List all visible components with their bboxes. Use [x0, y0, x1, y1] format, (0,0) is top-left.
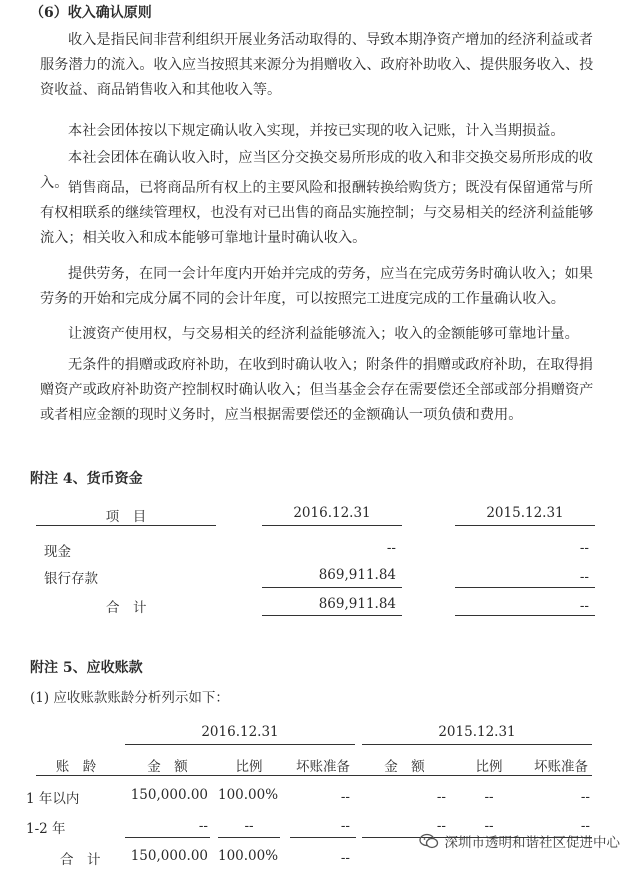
paragraph: 本社会团体在确认收入时，应当区分交换交易所形成的收入和非交换交易所形成的收入。: [40, 150, 593, 191]
col-header-item: 项 目: [105, 509, 147, 525]
paragraph: 提供劳务，在同一会计年度内开始并完成的劳务，应当在完成劳务时确认收入；如果劳务的开始和完成分属不同的会计年度，可以按照完工进度完成的工作量确认收入。: [40, 266, 593, 307]
table-cell: --: [436, 818, 446, 834]
paragraph: 本社会团体按以下规定确认收入实现，并按已实现的收入记账，计入当期损益。: [68, 123, 565, 139]
divider: [455, 525, 595, 526]
table-cell: --: [580, 789, 590, 805]
col-header-amount: 金 额: [147, 759, 188, 775]
col-header-amount: 金 额: [384, 759, 425, 775]
table-cell: 869,911.84: [318, 567, 396, 583]
note5-heading: 附注 5、应收账款: [30, 660, 143, 676]
divider: [262, 587, 402, 588]
table-cell: --: [386, 540, 396, 556]
divider: [36, 775, 592, 776]
divider: [262, 615, 402, 616]
group-header-2016: 2016.12.31: [201, 724, 279, 740]
table-cell: --: [484, 818, 494, 834]
table-cell: --: [198, 818, 208, 834]
table-cell: 869,911.84: [318, 596, 396, 612]
table-row-label: 合 计: [60, 852, 101, 868]
divider: [262, 525, 402, 526]
paragraph: 无条件的捐赠或政府补助，在收到时确认收入；附条件的捐赠或政府补助，在取得捐赠资产或政府补助资产控制权时确认收入；但当基金会存在需要偿还全部或部分捐赠资产或者相应金额的现时义务时，应当根据需要偿还的金额确认一项负债和费用。: [40, 357, 594, 423]
col-header-2015: 2015.12.31: [486, 505, 564, 521]
wechat-icon: [419, 833, 439, 849]
table-cell: --: [436, 789, 446, 805]
table-cell: 150,000.00: [130, 848, 208, 864]
table-cell: --: [340, 818, 350, 834]
table-cell: --: [340, 850, 350, 866]
table-cell: --: [579, 540, 589, 556]
divider: [125, 744, 355, 745]
note4-heading: 附注 4、货币资金: [30, 471, 143, 487]
divider: [362, 744, 592, 745]
table-row-label: 银行存款: [44, 571, 98, 587]
table-cell: --: [484, 789, 494, 805]
table-cell: --: [340, 789, 350, 805]
col-header-2016: 2016.12.31: [293, 505, 371, 521]
divider: [455, 587, 595, 588]
table-row-label: 1 年以内: [26, 791, 80, 807]
table-cell: --: [580, 818, 590, 834]
col-header-ratio: 比例: [475, 759, 503, 775]
table-row-label: 1-2 年: [26, 821, 66, 837]
table-cell: --: [244, 818, 254, 834]
note5-subheading: (1) 应收账款账龄分析列示如下：: [30, 690, 229, 706]
table-cell: --: [579, 598, 589, 614]
divider: [36, 525, 216, 526]
divider: [125, 837, 210, 838]
paragraph: 让渡资产使用权，与交易相关的经济利益能够流入；收入的金额能够可靠地计量。: [68, 326, 579, 342]
table-cell: --: [579, 569, 589, 585]
table-row-label: 合 计: [106, 600, 147, 616]
divider: [218, 837, 280, 838]
watermark: [419, 831, 621, 851]
paragraph: 销售商品，已将商品所有权上的主要风险和报酬转换给购货方；既没有保留通常与所有权相联系的继续管理权，也没有对已出售的商品实施控制；与交易相关的经济利益能够流入；相关收入和成本能够可靠地计量时确认收入。: [40, 180, 594, 246]
col-header-bad-debt: 坏账准备: [534, 759, 588, 775]
col-header-ratio: 比例: [235, 759, 263, 775]
divider: [290, 837, 356, 838]
table-row-label: 现金: [44, 544, 71, 560]
col-header-bad-debt: 坏账准备: [296, 759, 350, 775]
col-header-age: 账 龄: [55, 759, 97, 775]
table-cell: 100.00%: [218, 787, 279, 803]
paragraph: 收入是指民间非营利组织开展业务活动取得的、导致本期净资产增加的经济利益或者服务潜力的流入。收入应当按照其来源分为捐赠收入、政府补助收入、提供服务收入、投资收益、商品销售收入和其他收入等。: [40, 32, 594, 98]
table-cell: 150,000.00: [130, 787, 208, 803]
watermark-text: 深圳市透明和谐社区促进中心: [444, 835, 620, 851]
divider: [455, 615, 595, 616]
table-cell: 100.00%: [218, 848, 279, 864]
section-heading: （6）收入确认原则: [30, 5, 152, 21]
group-header-2015: 2015.12.31: [438, 724, 516, 740]
